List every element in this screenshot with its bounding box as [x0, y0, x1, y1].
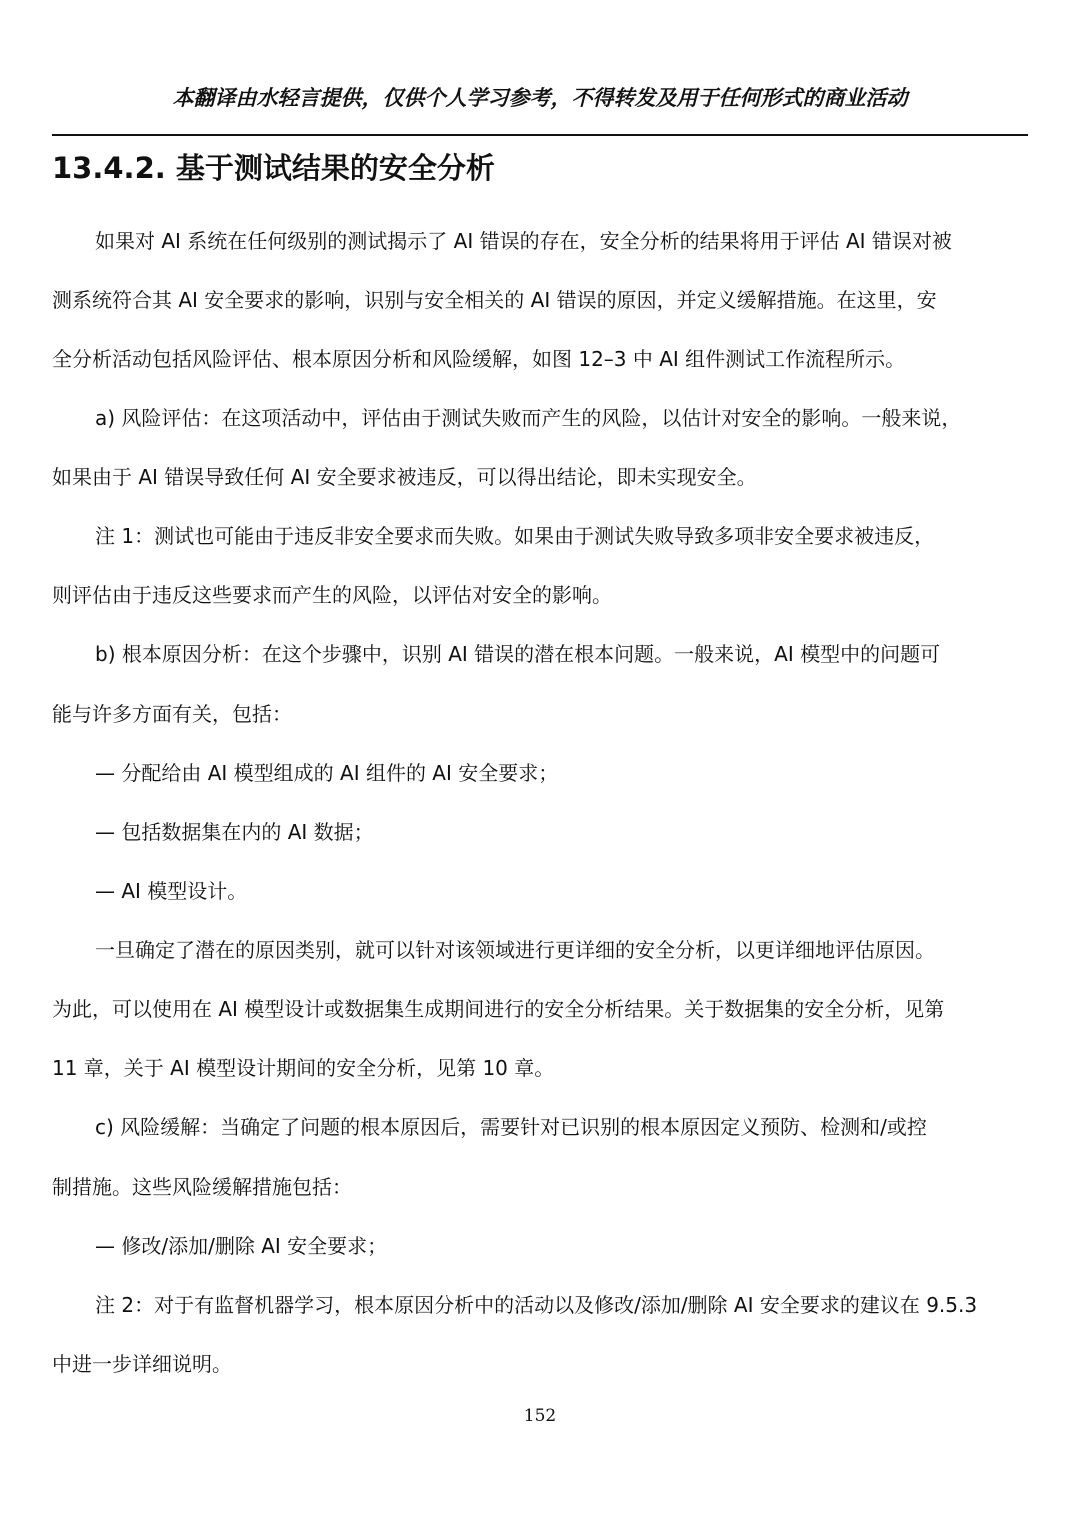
section-title: 13.4.2. 基于测试结果的安全分析 [52, 151, 495, 185]
body-line: 能与许多方面有关，包括： [52, 702, 292, 726]
header-rule [52, 134, 1028, 136]
body-line: a) 风险评估：在这项活动中，评估由于测试失败而产生的风险，以估计对安全的影响。一般来说， [95, 406, 962, 430]
body-line: 如果由于 AI 错误导致任何 AI 安全要求被违反，可以得出结论，即未实现安全。 [52, 465, 757, 489]
page-number: 152 [523, 1406, 557, 1426]
body-line: 如果对 AI 系统在任何级别的测试揭示了 AI 错误的存在，安全分析的结果将用于评估 AI 错误对被 [95, 229, 952, 253]
body-line: 注 2：对于有监督机器学习，根本原因分析中的活动以及修改/添加/删除 AI 安全要求的建议在 9.5.3 [95, 1293, 978, 1317]
body-line: 11 章，关于 AI 模型设计期间的安全分析，见第 10 章。 [52, 1056, 555, 1080]
body-line: 为此，可以使用在 AI 模型设计或数据集生成期间进行的安全分析结果。关于数据集的安全分析，见第 [52, 997, 945, 1021]
body-line: b) 根本原因分析：在这个步骤中，识别 AI 错误的潜在根本问题。一般来说，AI 模型中的问题可 [95, 642, 941, 666]
list-item: — 分配给由 AI 模型组成的 AI 组件的 AI 安全要求； [95, 761, 559, 785]
body-line: 全分析活动包括风险评估、根本原因分析和风险缓解，如图 12–3 中 AI 组件测试工作流程所示。 [52, 347, 906, 371]
body-line: 中进一步详细说明。 [52, 1352, 232, 1376]
body-line: 则评估由于违反这些要求而产生的风险，以评估对安全的影响。 [52, 583, 612, 607]
body-line: 制措施。这些风险缓解措施包括： [52, 1175, 352, 1199]
list-item: — 包括数据集在内的 AI 数据； [95, 820, 374, 844]
body-line: 一旦确定了潜在的原因类别，就可以针对该领域进行更详细的安全分析，以更详细地评估原因。 [95, 938, 935, 962]
body-line: c) 风险缓解：当确定了问题的根本原因后，需要针对已识别的根本原因定义预防、检测和/或控 [95, 1115, 927, 1139]
body-line: 测系统符合其 AI 安全要求的影响，识别与安全相关的 AI 错误的原因，并定义缓解措施。在这里，安 [52, 288, 937, 312]
list-item: — 修改/添加/删除 AI 安全要求； [95, 1234, 388, 1258]
header-banner: 本翻译由水轻言提供，仅供个人学习参考，不得转发及用于任何形式的商业活动 [172, 86, 908, 110]
body-line: 注 1：测试也可能由于违反非安全要求而失败。如果由于测试失败导致多项非安全要求被违反， [95, 524, 935, 548]
list-item: — AI 模型设计。 [95, 879, 248, 903]
